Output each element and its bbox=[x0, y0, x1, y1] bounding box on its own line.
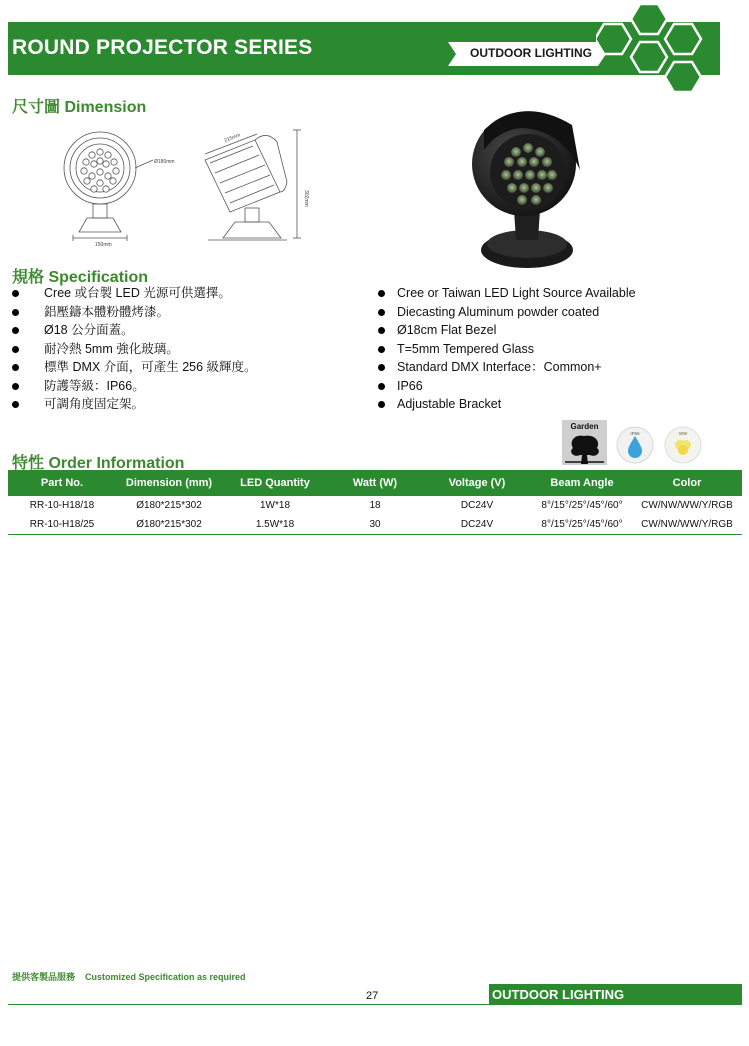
spec-item-text: Ø18 公分面蓋。 bbox=[44, 323, 134, 337]
table-cell: 8°/15°/25°/45°/60° bbox=[532, 515, 632, 535]
table-cell: RR-10-H18/25 bbox=[8, 515, 116, 535]
table-cell: DC24V bbox=[422, 515, 532, 535]
table-cell: Ø180*215*302 bbox=[136, 500, 202, 511]
spec-item bbox=[12, 395, 372, 414]
depth-dimension-label: 215mm bbox=[223, 132, 242, 144]
bullet-icon bbox=[12, 309, 19, 316]
page-number: 27 bbox=[366, 990, 379, 1002]
ww-icon-label: WW bbox=[678, 431, 688, 436]
dimension-drawing bbox=[55, 120, 330, 255]
spec-item bbox=[12, 340, 372, 359]
specification-heading: 規格 Specification bbox=[12, 269, 149, 286]
category-badge-label: OUTDOOR LIGHTING bbox=[470, 46, 592, 60]
spec-item bbox=[12, 284, 372, 303]
spec-item bbox=[378, 395, 738, 414]
spec-item-text: 標準 DMX 介面，可產生 256 級輝度。 bbox=[44, 360, 257, 374]
table-header-row bbox=[8, 470, 742, 496]
warm-white-icon bbox=[664, 426, 702, 464]
spec-item-text: Adjustable Bracket bbox=[397, 397, 502, 411]
table-cell: CW/NW/WW/Y/RGB bbox=[641, 500, 733, 511]
column-header: Beam Angle bbox=[550, 477, 614, 489]
bullet-icon bbox=[12, 383, 19, 390]
table-cell: 1W*18 bbox=[259, 500, 290, 511]
spec-item bbox=[378, 284, 738, 303]
footer-section-label: OUTDOOR LIGHTING bbox=[492, 987, 625, 1002]
order-information-heading: 特性 Order Information bbox=[12, 455, 185, 472]
table-cell: 1.5W*18 bbox=[222, 515, 328, 535]
spec-item bbox=[12, 377, 372, 396]
page-title: ROUND PROJECTOR SERIES bbox=[12, 36, 313, 59]
spec-item-text: Standard DMX Interface：Common+ bbox=[397, 360, 602, 374]
footer-divider bbox=[8, 1004, 742, 1005]
column-header: Color bbox=[672, 477, 702, 489]
spec-item-text: Diecasting Aluminum powder coated bbox=[397, 304, 600, 319]
bullet-icon bbox=[378, 309, 385, 316]
spec-item bbox=[12, 358, 372, 377]
table-cell: 18 bbox=[369, 500, 381, 511]
table-cell: 30 bbox=[328, 515, 422, 535]
order-table bbox=[8, 470, 742, 535]
bullet-icon bbox=[378, 364, 385, 371]
column-header: Dimension (mm) bbox=[125, 477, 213, 489]
bullet-icon bbox=[12, 290, 19, 297]
garden-icon-label: Garden bbox=[570, 422, 599, 431]
spec-item-text: 防護等級：IP66。 bbox=[44, 378, 145, 393]
column-header: Watt (W) bbox=[352, 477, 398, 489]
spec-item-text: 鋁壓鑄本體粉體烤漆。 bbox=[44, 304, 170, 319]
product-photo bbox=[462, 100, 592, 275]
column-header: Voltage (V) bbox=[448, 477, 506, 489]
spec-item-text: Cree 或台製 LED 光源可供選擇。 bbox=[44, 286, 231, 300]
spec-list-english bbox=[378, 284, 738, 414]
bullet-icon bbox=[12, 401, 19, 408]
spec-item-text: Cree or Taiwan LED Light Source Available bbox=[397, 286, 636, 300]
column-header: LED Quantity bbox=[240, 477, 310, 489]
hexagon-decoration bbox=[596, 2, 706, 92]
spec-item bbox=[12, 303, 372, 322]
customization-note: 提供客製品服務 Customized Specification as required bbox=[12, 972, 246, 982]
spec-item-text: T=5mm Tempered Glass bbox=[397, 341, 534, 356]
table-row bbox=[8, 515, 742, 535]
spec-item bbox=[378, 358, 738, 377]
bullet-icon bbox=[378, 290, 385, 297]
table-cell: RR-10-H18/18 bbox=[29, 500, 95, 511]
spec-item bbox=[378, 303, 738, 322]
bullet-icon bbox=[12, 327, 19, 334]
ip-water-drop-icon bbox=[616, 426, 654, 464]
spec-list-chinese bbox=[12, 284, 372, 414]
base-dimension-label: 150mm bbox=[95, 242, 112, 248]
spec-item-text: 耐冷熱 5mm 強化玻璃。 bbox=[44, 341, 179, 356]
spec-item-text: 可調角度固定架。 bbox=[44, 397, 145, 411]
dimension-heading: 尺寸圖 Dimension bbox=[12, 99, 147, 116]
table-cell: Ø180*215*302 bbox=[116, 515, 222, 535]
garden-tree-icon bbox=[562, 420, 607, 465]
bullet-icon bbox=[378, 327, 385, 334]
spec-item bbox=[12, 321, 372, 340]
table-cell: CW/NW/WW/Y/RGB bbox=[632, 515, 742, 535]
spec-item bbox=[378, 377, 738, 396]
spec-item-text: Ø18cm Flat Bezel bbox=[397, 323, 497, 337]
column-header: Part No. bbox=[40, 477, 84, 489]
table-cell: 8°/15°/25°/45°/60° bbox=[541, 500, 623, 511]
spec-item-text: IP66 bbox=[397, 378, 423, 393]
diameter-dimension-label: Ø180mm bbox=[154, 159, 175, 165]
bullet-icon bbox=[12, 364, 19, 371]
bullet-icon bbox=[378, 401, 385, 408]
table-row bbox=[8, 496, 742, 515]
spec-item bbox=[378, 321, 738, 340]
table-cell: DC24V bbox=[460, 500, 494, 511]
bullet-icon bbox=[378, 383, 385, 390]
spec-item bbox=[378, 340, 738, 359]
height-dimension-label: 302mm bbox=[303, 190, 309, 207]
bullet-icon bbox=[12, 346, 19, 353]
ip-icon-label: IP66 bbox=[630, 431, 640, 436]
bullet-icon bbox=[378, 346, 385, 353]
